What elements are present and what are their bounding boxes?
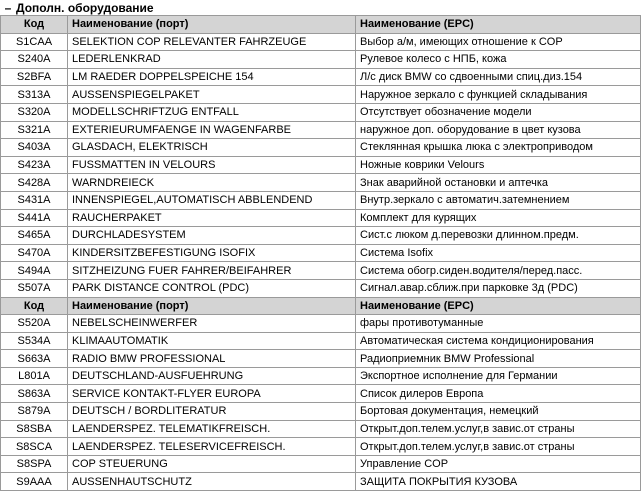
table-row[interactable] [1,209,641,227]
cell-code: S240A [1,51,68,69]
table-row[interactable] [1,420,641,438]
cell-name-port: EXTERIEURUMFAENGE IN WAGENFARBE [68,121,356,139]
collapse-icon[interactable]: – [4,0,12,15]
table-row[interactable] [1,156,641,174]
cell-name-epc: Автоматическая система кондиционирования [356,332,641,350]
cell-name-epc: Л/с диск BMW со сдвоенными спиц.диз.154 [356,68,641,86]
table-row[interactable] [1,350,641,368]
table-row[interactable] [1,262,641,280]
table-row[interactable] [1,279,641,297]
header-name-epc: Наименование (EPC) [356,16,641,34]
cell-code: S470A [1,244,68,262]
cell-name-port: INNENSPIEGEL,AUTOMATISCH ABBLENDEND [68,191,356,209]
table-row[interactable] [1,121,641,139]
cell-name-port: RADIO BMW PROFESSIONAL [68,350,356,368]
cell-name-epc: Сист.с люком д.перевозки длинном.предм. [356,227,641,245]
cell-name-epc: ЗАЩИТА ПОКРЫТИЯ КУЗОВА [356,473,641,491]
table-row[interactable] [1,473,641,491]
table-row[interactable] [1,455,641,473]
cell-code: L801A [1,367,68,385]
table-header-row [1,16,641,34]
cell-name-port: DEUTSCH / BORDLITERATUR [68,403,356,421]
table-row[interactable] [1,332,641,350]
table-row[interactable] [1,191,641,209]
cell-name-port: DEUTSCHLAND-AUSFUEHRUNG [68,367,356,385]
table-row[interactable] [1,227,641,245]
cell-name-port: NEBELSCHEINWERFER [68,315,356,333]
cell-name-epc: Сигнал.авар.сближ.при парковке 3д (PDC) [356,279,641,297]
cell-name-epc: Экспортное исполнение для Германии [356,367,641,385]
table-row[interactable] [1,403,641,421]
cell-name-port: WARNDREIECK [68,174,356,192]
cell-name-port: LM RAEDER DOPPELSPEICHE 154 [68,68,356,86]
table-row[interactable] [1,68,641,86]
header-name-epc: Наименование (EPC) [356,297,641,315]
section-title: Дополн. оборудование [16,0,154,15]
cell-name-port: KINDERSITZBEFESTIGUNG ISOFIX [68,244,356,262]
equipment-table [0,15,641,491]
cell-code: S321A [1,121,68,139]
cell-code: S428A [1,174,68,192]
cell-code: S863A [1,385,68,403]
cell-code: S663A [1,350,68,368]
cell-name-port: LAENDERSPEZ. TELEMATIKFREISCH. [68,420,356,438]
cell-name-epc: Радиоприемник BMW Professional [356,350,641,368]
cell-code: S9AAA [1,473,68,491]
cell-code: S520A [1,315,68,333]
cell-name-port: DURCHLADESYSTEM [68,227,356,245]
cell-code: S8SCA [1,438,68,456]
cell-name-port: KLIMAAUTOMATIK [68,332,356,350]
cell-name-port: SELEKTION COP RELEVANTER FAHRZEUGE [68,33,356,51]
cell-name-epc: Внутр.зеркало с автоматич.затемнением [356,191,641,209]
cell-name-port: RAUCHERPAKET [68,209,356,227]
cell-name-port: AUSSENHAUTSCHUTZ [68,473,356,491]
cell-name-port: AUSSENSPIEGELPAKET [68,86,356,104]
cell-name-epc: фары противотуманные [356,315,641,333]
header-name-port: Наименование (порт) [68,297,356,315]
cell-name-port: SERVICE KONTAKT-FLYER EUROPA [68,385,356,403]
cell-name-port: LEDERLENKRAD [68,51,356,69]
table-row[interactable] [1,103,641,121]
table-row[interactable] [1,385,641,403]
section-header[interactable] [0,0,641,15]
cell-name-port: GLASDACH, ELEKTRISCH [68,139,356,157]
cell-name-epc: Список дилеров Европа [356,385,641,403]
cell-name-epc: Стеклянная крышка люка с электроприводом [356,139,641,157]
table-row[interactable] [1,244,641,262]
table-header-row [1,297,641,315]
cell-code: S8SBA [1,420,68,438]
cell-name-port: PARK DISTANCE CONTROL (PDC) [68,279,356,297]
table-row[interactable] [1,367,641,385]
cell-name-epc: Наружное зеркало с функцией складывания [356,86,641,104]
cell-name-epc: Управление COP [356,455,641,473]
cell-name-epc: Отсутствует обозначение модели [356,103,641,121]
table-row[interactable] [1,174,641,192]
cell-name-epc: Комплект для курящих [356,209,641,227]
cell-code: S431A [1,191,68,209]
cell-name-port: LAENDERSPEZ. TELESERVICEFREISCH. [68,438,356,456]
table-row[interactable] [1,33,641,51]
header-code: Код [1,16,68,34]
cell-name-epc: Бортовая документация, немецкий [356,403,641,421]
cell-code: S441A [1,209,68,227]
cell-name-epc: Система обогр.сиден.водителя/перед.пасс. [356,262,641,280]
header-name-port: Наименование (порт) [68,16,356,34]
cell-code: S2BFA [1,68,68,86]
cell-code: S1CAA [1,33,68,51]
cell-name-epc: Выбор а/м, имеющих отношение к COP [356,33,641,51]
cell-name-epc: Открыт.доп.телем.услуг,в завис.от страны [356,438,641,456]
cell-code: S507A [1,279,68,297]
cell-name-epc: Знак аварийной остановки и аптечка [356,174,641,192]
cell-code: S423A [1,156,68,174]
cell-code: S8SPA [1,455,68,473]
cell-name-port: MODELLSCHRIFTZUG ENTFALL [68,103,356,121]
cell-name-epc: Рулевое колесо с НПБ, кожа [356,51,641,69]
table-row[interactable] [1,139,641,157]
cell-code: S313A [1,86,68,104]
cell-name-port: COP STEUERUNG [68,455,356,473]
cell-name-port: FUSSMATTEN IN VELOURS [68,156,356,174]
equipment-table-body [1,16,641,491]
cell-name-epc: Система Isofix [356,244,641,262]
cell-code: S320A [1,103,68,121]
header-code: Код [1,297,68,315]
cell-code: S534A [1,332,68,350]
cell-name-epc: наружное доп. оборудование в цвет кузова [356,121,641,139]
cell-name-port: SITZHEIZUNG FUER FAHRER/BEIFAHRER [68,262,356,280]
table-row[interactable] [1,86,641,104]
cell-code: S494A [1,262,68,280]
cell-code: S879A [1,403,68,421]
table-row[interactable] [1,438,641,456]
cell-name-epc: Открыт.доп.телем.услуг,в завис.от страны [356,420,641,438]
table-row[interactable] [1,51,641,69]
cell-name-epc: Ножные коврики Velours [356,156,641,174]
table-row[interactable] [1,315,641,333]
cell-code: S403A [1,139,68,157]
cell-code: S465A [1,227,68,245]
